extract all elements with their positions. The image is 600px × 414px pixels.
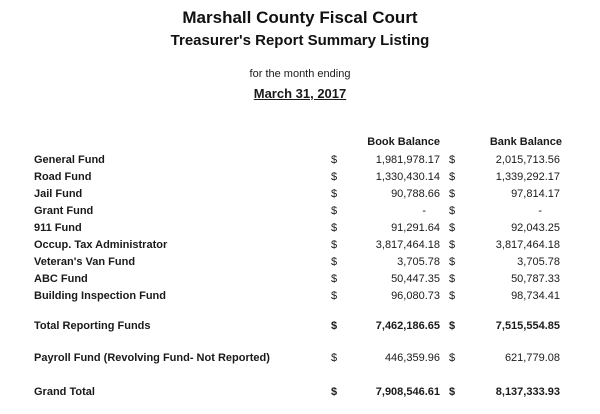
table-row	[0, 154, 600, 171]
fund-name: Occup. Tax Administrator	[34, 239, 168, 251]
table-row	[0, 188, 600, 205]
bank-balance: 1,339,292.17	[495, 171, 560, 183]
fund-name: ABC Fund	[34, 273, 88, 285]
currency-symbol: $	[449, 386, 456, 398]
table-row	[0, 273, 600, 290]
column-header-bank-balance: Bank Balance	[489, 136, 562, 148]
currency-symbol: $	[331, 386, 338, 398]
table-row	[0, 256, 600, 273]
currency-symbol: $	[331, 273, 338, 285]
total-label: Total Reporting Funds	[34, 320, 151, 332]
currency-symbol: $	[331, 188, 338, 200]
report-subtitle: Treasurer's Report Summary Listing	[170, 32, 430, 49]
book-balance: 446,359.96	[384, 352, 440, 364]
currency-symbol: $	[449, 205, 456, 217]
bank-balance: 2,015,713.56	[495, 154, 560, 166]
currency-symbol: $	[331, 290, 338, 302]
currency-symbol: $	[331, 171, 338, 183]
bank-balance: 3,817,464.18	[495, 239, 560, 251]
book-balance: 3,817,464.18	[375, 239, 440, 251]
fund-name: Grant Fund	[34, 205, 94, 217]
currency-symbol: $	[449, 222, 456, 234]
book-balance: 3,705.78	[397, 256, 440, 268]
currency-symbol: $	[449, 273, 456, 285]
fund-name: Building Inspection Fund	[34, 290, 166, 302]
book-balance: 7,908,546.61	[375, 386, 440, 398]
currency-symbol: $	[449, 171, 456, 183]
currency-symbol: $	[331, 222, 338, 234]
period-date-text: March 31, 2017	[253, 86, 347, 101]
grand-total-label: Grand Total	[34, 386, 95, 398]
table-row	[0, 290, 600, 307]
currency-symbol: $	[449, 239, 456, 251]
book-balance: 91,291.64	[391, 222, 440, 234]
fund-name: Jail Fund	[34, 188, 83, 200]
bank-balance: -	[538, 205, 542, 217]
currency-symbol: $	[449, 320, 456, 332]
currency-symbol: $	[449, 290, 456, 302]
bank-balance: 97,814.17	[511, 188, 560, 200]
currency-symbol: $	[331, 320, 338, 332]
grand-total-row	[0, 386, 600, 403]
currency-symbol: $	[331, 154, 338, 166]
bank-balance: 50,787.33	[511, 273, 560, 285]
table-row	[0, 239, 600, 256]
period-date	[0, 86, 600, 101]
table-row	[0, 205, 600, 222]
fund-name: Road Fund	[34, 171, 92, 183]
book-balance: 1,981,978.17	[375, 154, 440, 166]
column-header-book-balance: Book Balance	[367, 136, 440, 148]
currency-symbol: $	[331, 256, 338, 268]
book-balance: 50,447.35	[391, 273, 440, 285]
fund-name: 911 Fund	[34, 222, 82, 234]
currency-symbol: $	[449, 352, 456, 364]
payroll-row	[0, 352, 600, 369]
currency-symbol: $	[449, 188, 456, 200]
book-balance: 7,462,186.65	[375, 320, 440, 332]
fund-name: General Fund	[34, 154, 105, 166]
currency-symbol: $	[331, 205, 338, 217]
payroll-label: Payroll Fund (Revolving Fund- Not Reported)	[34, 352, 270, 364]
book-balance: 1,330,430.14	[375, 171, 440, 183]
currency-symbol: $	[331, 239, 338, 251]
bank-balance: 3,705.78	[517, 256, 560, 268]
table-row	[0, 171, 600, 188]
table-row	[0, 222, 600, 239]
bank-balance: 7,515,554.85	[495, 320, 560, 332]
bank-balance: 8,137,333.93	[495, 386, 560, 398]
fund-name: Veteran's Van Fund	[34, 256, 136, 268]
currency-symbol: $	[449, 154, 456, 166]
currency-symbol: $	[449, 256, 456, 268]
bank-balance: 98,734.41	[511, 290, 560, 302]
total-row	[0, 320, 600, 337]
currency-symbol: $	[331, 352, 338, 364]
bank-balance: 92,043.25	[511, 222, 560, 234]
book-balance: 96,080.73	[391, 290, 440, 302]
book-balance: -	[422, 205, 426, 217]
bank-balance: 621,779.08	[504, 352, 560, 364]
book-balance: 90,788.66	[391, 188, 440, 200]
period-label: for the month ending	[249, 68, 351, 80]
report-title: Marshall County Fiscal Court	[182, 8, 418, 27]
